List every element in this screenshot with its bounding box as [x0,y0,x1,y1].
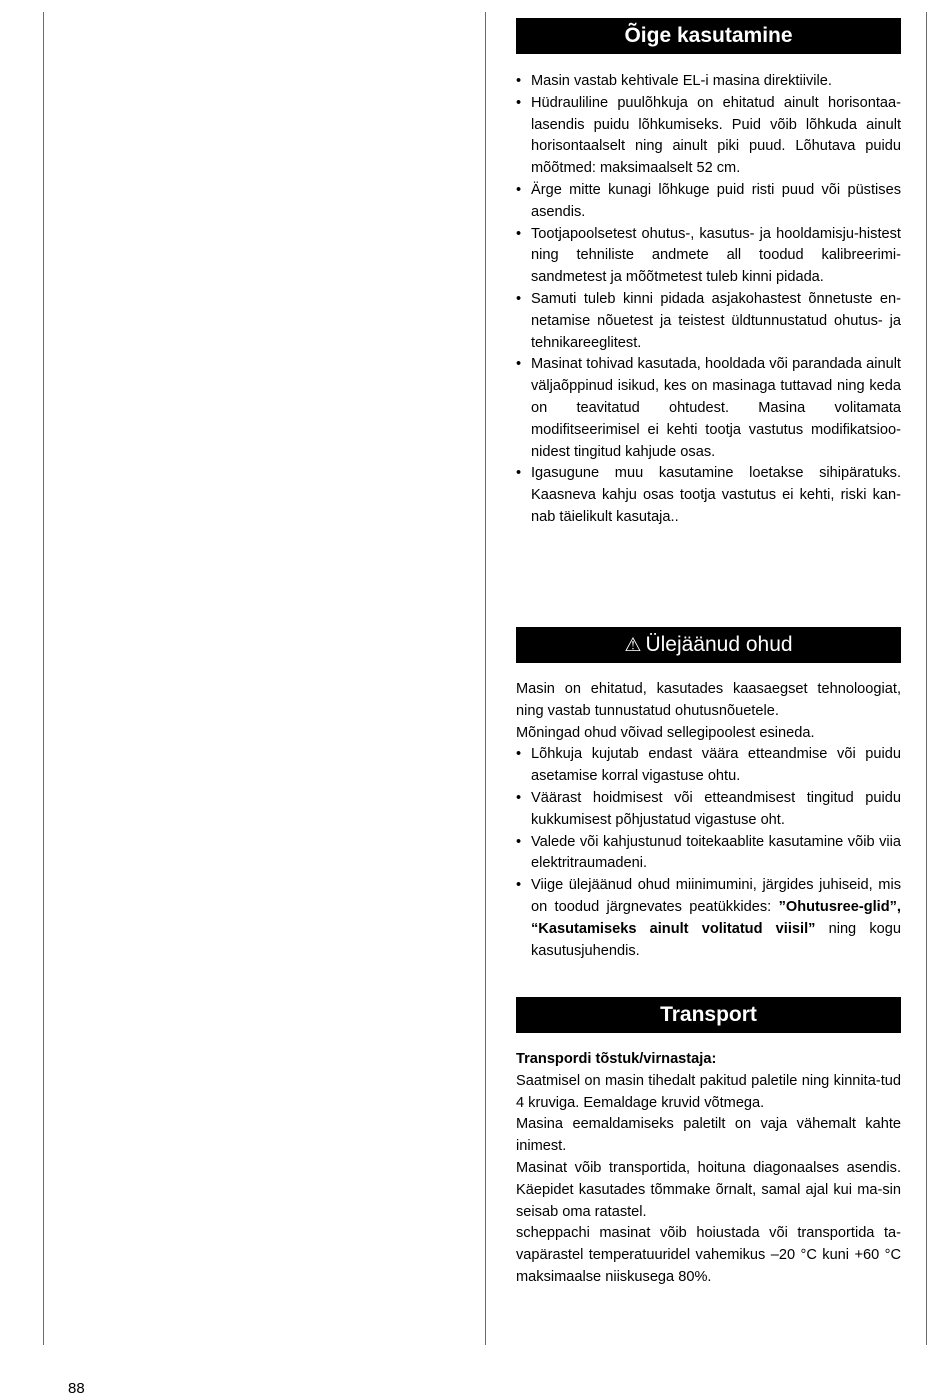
section-transport [516,997,901,1289]
section-residual-risks-title: Ülejäänud ohud [645,633,793,656]
residual-risks-intro: Masin on ehitatud, kasutades kaasaegset tehnoloogiat, ning vastab tunnustatud ohutusnõuetele. [516,681,901,719]
residual-risks-body [516,679,901,962]
section-transport-heading: Transport [516,997,901,1033]
list-item-text: Viige ülejäänud ohud miinimumini, järgides juhiseid, mis on toodud järgnevates peatükkides: [531,877,901,915]
list-item: • Hüdrauliline puulõhkuja on ehitatud ainult horisontaa-lasendis puidu lõhkumiseks. Puid võib lõhkuda ainult horisontaalselt ning ainult piki puud. Lõhutava puidu mõõtmed: maksimaalselt 52 cm. [516,93,901,180]
list-item: • Lõhkuja kujutab endast väära etteandmise või puidu asetamise korral vigastuse ohtu. [516,744,901,788]
transport-body [516,1049,901,1289]
transport-paragraph: scheppachi masinat võib hoiustada või transportida ta-vapärastel temperatuuridel vahemikus –20 °C kuni +60 °C maksimaalse niiskusega 80%. [516,1225,901,1285]
transport-paragraph: Masinat võib transportida, hoituna diagonaalses asendis. Käepidet kasutades tõmmake õrnalt, samal ajal kui ma-sin seisab oma ratastel. [516,1159,901,1220]
residual-risks-intro-2: Mõningad ohud võivad sellegipoolest esineda. [516,724,815,741]
list-item-text-end: ning kogu kasutusjuhendis. [531,920,901,959]
center-column-rule [485,12,486,1345]
list-item: • Masin vastab kehtivale EL-i masina direktiivile. [516,71,901,93]
list-item: • Ärge mitte kunagi lõhkuge puid risti puud või püstises asendis. [516,180,901,224]
section-residual-risks [516,627,901,962]
list-item: • Masinat tohivad kasutada, hooldada või parandada ainult väljaõppinud isikud, kes on masinaga tuttavad ning keda on teavitatud ohtudest. Masina volitamata modifitseerimisel ei kehti tootja vastutus modifikatsioo-nidest tingitud kahjude osas. [516,354,901,463]
warning-triangle-icon: ⚠ [624,635,642,656]
section-proper-use-heading: Õige kasutamine [516,18,901,54]
list-item [516,875,901,962]
transport-subtitle: Transpordi tõstuk/virnastaja: [516,1051,717,1067]
page-number: 88 [68,1380,85,1397]
chapter-references: ”Ohutusree-glid”, “Kasutamiseks ainult volitatud viisil” [531,898,901,937]
list-item: • Väärast hoidmisest või etteandmisest tingitud puidu kukkumisest põhjustatud vigastuse oht. [516,788,901,832]
transport-paragraph: Masina eemaldamiseks paletilt on vaja vähemalt kahte inimest. [516,1116,901,1155]
list-item: • Tootjapoolsetest ohutus-, kasutus- ja hooldamisju-histest ning tehniliste andmete all toodud kalibreerimi-sandmetest ja mõõtmetest tuleb kinni pidada. [516,224,901,289]
left-margin-rule [43,12,44,1345]
list-item: • Igasugune muu kasutamine loetakse sihipäratuks. Kaasneva kahju osas tootja vastutus ei kehti, riski kan-nab täielikult kasutaja.. [516,463,901,528]
residual-risks-list [516,744,901,962]
transport-paragraph: Saatmisel on masin tihedalt pakitud paletile ning kinnita-tud 4 kruviga. Eemaldage kruvid võtmega. [516,1072,901,1111]
section-proper-use [516,18,901,529]
proper-use-list [516,71,901,529]
list-item: • Valede või kahjustunud toitekaablite kasutamine võib viia elektritraumadeni. [516,832,901,876]
list-item: • Samuti tuleb kinni pidada asjakohastest õnnetuste en-netamise nõuetest ja teistest üldtunnustatud ohutus- ja tehnikareeglitest. [516,289,901,354]
section-residual-risks-heading [516,627,901,663]
right-margin-rule [926,12,927,1345]
